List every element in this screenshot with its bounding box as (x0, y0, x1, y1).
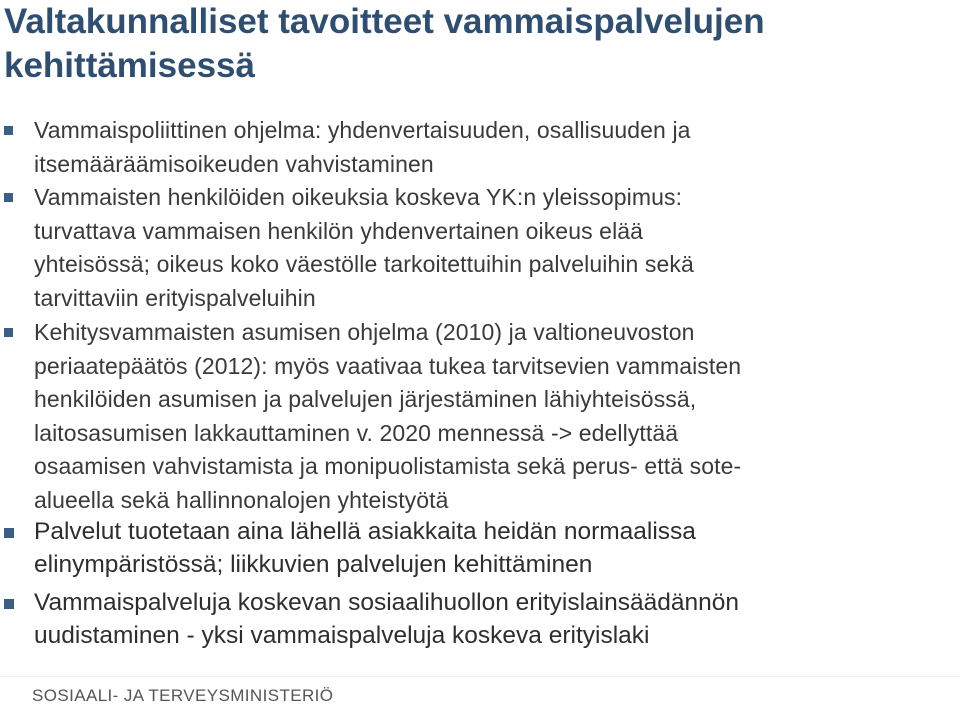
bullet-text: Vammaispalveluja koskevan sosiaalihuollon erityislainsäädännön uudistaminen - yksi vammaispalveluja koskeva erityislaki (34, 589, 740, 649)
bullet-item-2 (34, 181, 944, 315)
slide-title-text: Valtakunnalliset tavoitteet vammaispalvelujen kehittämisessä (4, 2, 765, 85)
ministry-logo-text: SOSIAALI- JA TERVEYSMINISTERIÖ (32, 686, 334, 705)
square-bullet-icon (4, 599, 14, 609)
bullet-item-4 (34, 516, 944, 581)
bullet-item-3 (34, 316, 944, 517)
bullet-item-1 (34, 114, 944, 181)
square-bullet-icon (4, 528, 14, 538)
bullet-text: Palvelut tuotetaan aina lähellä asiakkaita heidän normaalissa elinympäristössä; liikkuvien palvelujen kehittäminen (34, 518, 696, 578)
footer-divider (0, 676, 960, 677)
bullet-text: Vammaispoliittinen ohjelma: yhdenvertaisuuden, osallisuuden ja itsemääräämisoikeuden vahvistaminen (34, 117, 691, 177)
bullet-text: Kehitysvammaisten asumisen ohjelma (2010) ja valtioneuvoston periaatepäätös (2012): myös vaativaa tukea tarvitsevien vammaisten henkilöiden asumisen ja palvelujen järjestäminen lähiyhteisössä, laitosasumisen lakkauttaminen v. 2020 mennessä -> edellyttää osaamisen vahvistamista ja monipuolistamista sekä perus- että sote- alueella sekä hallinnonalojen yhteistyötä (34, 319, 742, 513)
ministry-logo (32, 686, 333, 706)
bullet-text: Vammaisten henkilöiden oikeuksia koskeva YK:n yleissopimus: turvattava vammaisen henkilön yhdenvertainen oikeus elää yhteisössä; oikeus koko väestölle tarkoitettuihin palveluihin sekä tarvittaviin erityispalveluihin (34, 184, 694, 311)
square-bullet-icon (4, 193, 13, 202)
square-bullet-icon (4, 126, 13, 135)
bullet-item-5 (34, 587, 944, 652)
square-bullet-icon (4, 328, 13, 337)
